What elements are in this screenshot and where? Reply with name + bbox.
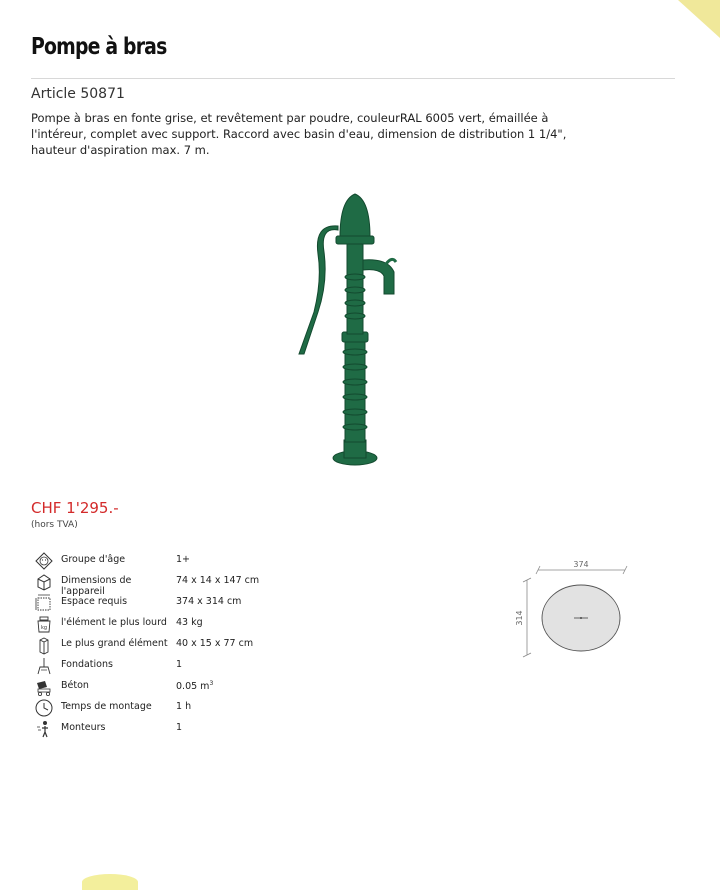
spec-label: l'élément le plus lourd [61, 617, 167, 628]
spec-row-age [31, 550, 291, 571]
spec-label: Béton [61, 680, 89, 691]
foundations-icon [34, 656, 54, 676]
spec-row-installers [31, 718, 291, 739]
spec-value: 74 x 14 x 147 cm [176, 575, 260, 586]
installers-icon [34, 719, 54, 739]
spec-row-largest [31, 634, 291, 655]
bottom-decoration [82, 874, 138, 890]
largest-element-icon [34, 635, 54, 655]
spec-label: Monteurs [61, 722, 106, 733]
spec-value: 43 kg [176, 617, 203, 628]
concrete-icon [34, 677, 54, 697]
spec-table [31, 550, 291, 739]
footprint-diagram [510, 555, 640, 665]
dimensions-icon [34, 572, 54, 592]
svg-text:kg: kg [40, 625, 48, 631]
spec-label: Temps de montage [61, 701, 152, 712]
age-group-icon [34, 551, 54, 571]
price: CHF 1'295.- [31, 499, 119, 517]
spec-value: 1 [176, 722, 183, 733]
spec-row-foundations [31, 655, 291, 676]
corner-decoration [678, 0, 720, 38]
spec-row-space [31, 592, 291, 613]
spec-value-text: 0.05 m [176, 681, 210, 693]
spec-label: Fondations [61, 659, 113, 670]
spec-row-heaviest [31, 613, 291, 634]
title-divider [31, 78, 675, 79]
spec-label: Espace requis [61, 596, 128, 607]
spec-value: 1 [176, 659, 183, 670]
spec-value: 40 x 15 x 77 cm [176, 638, 254, 649]
product-description: Pompe à bras en fonte grise, et revêtement par poudre, couleurRAL 6005 vert, émaillée à l'intéreur, complet avec support. Raccord avec basin d'eau, dimension de distribution 1 1/4", hauteur d'aspiration max. 7 m. [31, 111, 567, 157]
spec-value: 1+ [176, 554, 191, 565]
page-title: Pompe à bras [31, 34, 167, 60]
footprint-width-label: 374 [573, 560, 589, 569]
spec-row-mounting-time [31, 697, 291, 718]
price-note: (hors TVA) [31, 520, 78, 530]
spec-value: 1 h [176, 701, 192, 712]
spec-label: Dimensions de l'appareil [61, 575, 132, 597]
product-image [280, 182, 430, 472]
clock-icon [34, 698, 54, 718]
spec-row-concrete [31, 676, 291, 697]
spec-label: Le plus grand élément [61, 638, 168, 649]
article-number: Article 50871 [31, 86, 125, 102]
unit-superscript: 3 [209, 680, 214, 687]
footprint-height-label: 314 [515, 610, 524, 626]
spec-value [176, 680, 213, 692]
spec-row-dimensions [31, 571, 291, 597]
weight-icon [34, 614, 54, 634]
spec-label: Groupe d'âge [61, 554, 126, 565]
space-required-icon [34, 593, 54, 613]
spec-value: 374 x 314 cm [176, 596, 242, 607]
